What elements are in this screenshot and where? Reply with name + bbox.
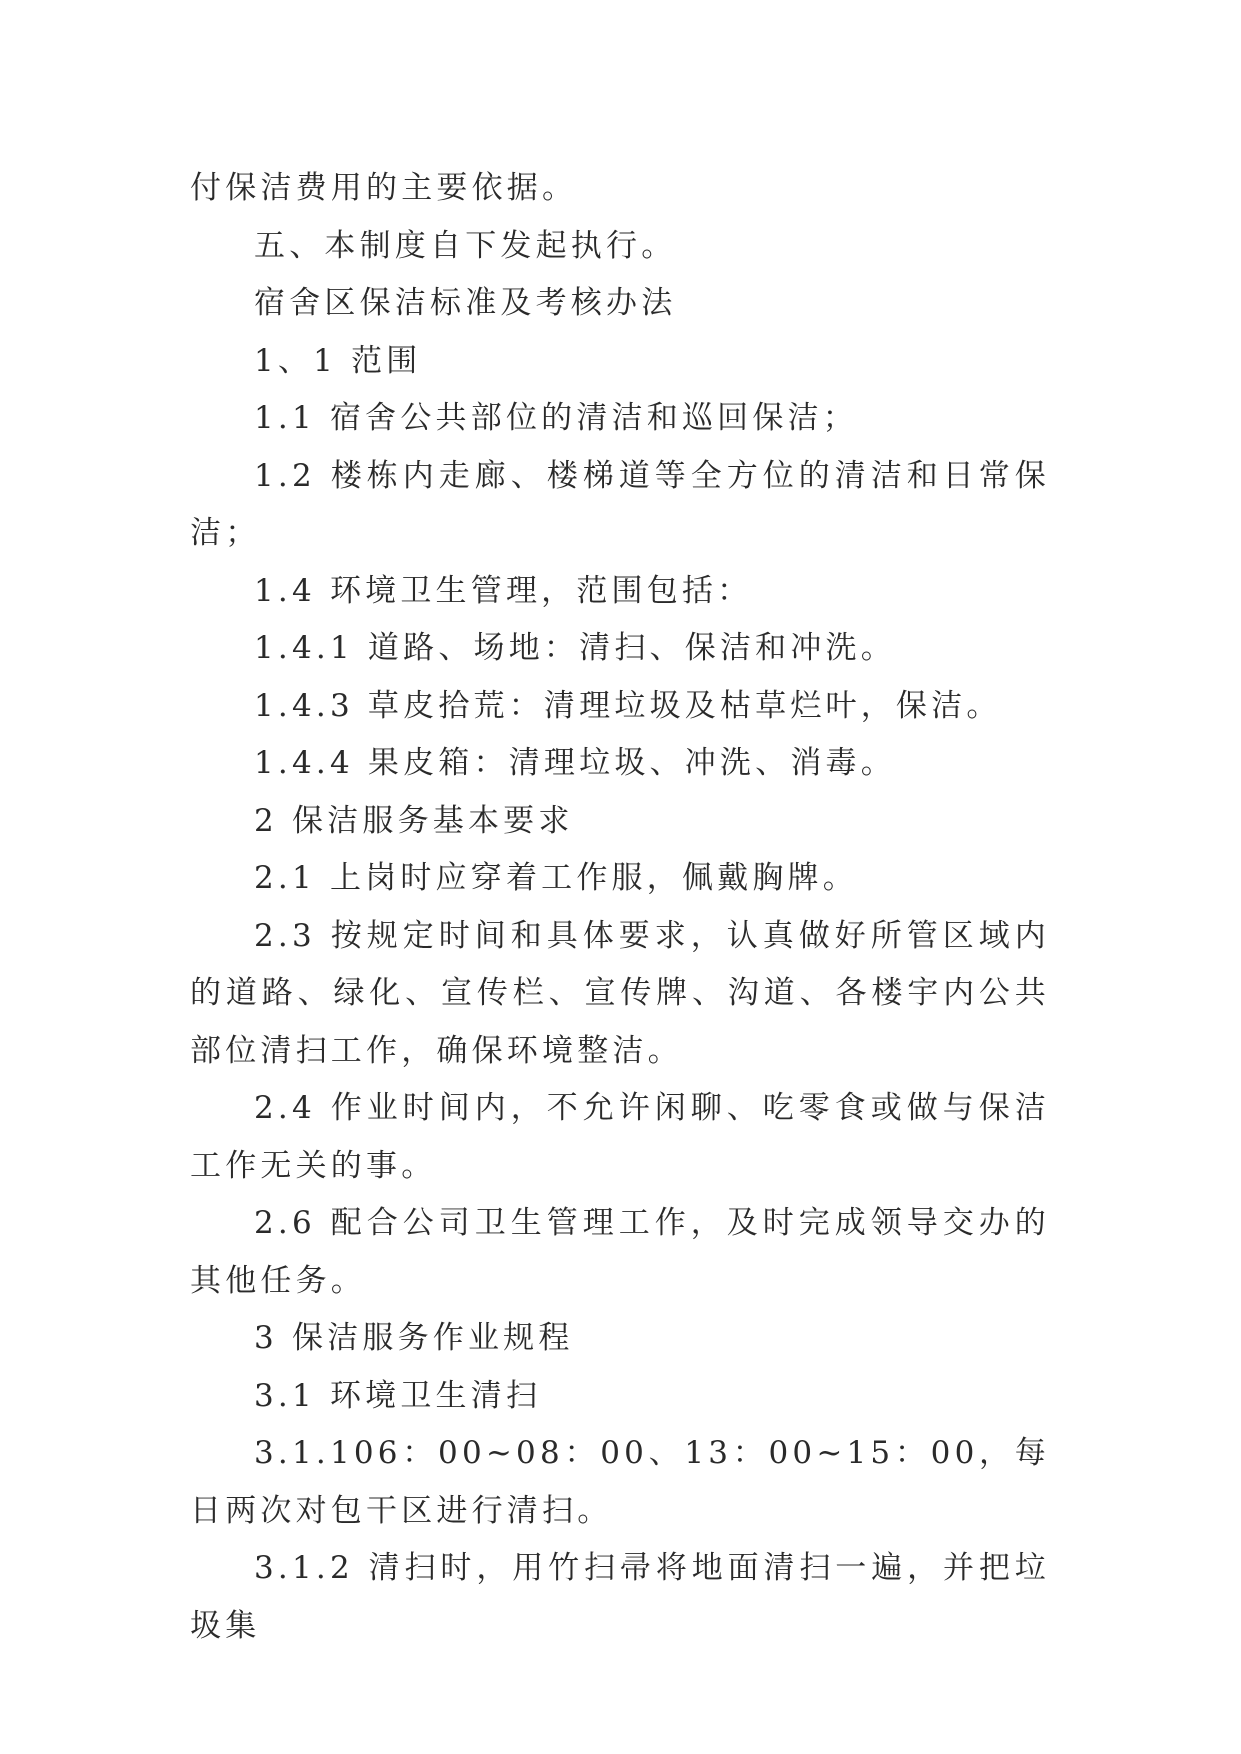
clause-2-4: 2.4 作业时间内，不允许闲聊、吃零食或做与保洁工作无关的事。 bbox=[190, 1090, 1050, 1184]
clause-3-1-1: 3.1.106：00~08：00、13：00~15：00，每日两次对包干区进行清扫。 bbox=[190, 1435, 1050, 1529]
heading-scope: 1、1 范围 bbox=[254, 342, 422, 379]
clause-1-4-4: 1.4.4 果皮箱：清理垃圾、冲洗、消毒。 bbox=[254, 745, 896, 781]
clause-1-4: 1.4 环境卫生管理，范围包括： bbox=[254, 572, 753, 609]
heading-procedures: 3 保洁服务作业规程 bbox=[254, 1320, 574, 1356]
paragraph-article-five: 五、本制度自下发起执行。 bbox=[254, 227, 677, 264]
paragraph-continuation: 付保洁费用的主要依据。 bbox=[190, 170, 578, 206]
clause-3-1-2: 3.1.2 清扫时，用竹扫帚将地面清扫一遍，并把垃圾集 bbox=[190, 1550, 1050, 1644]
clause-1-4-1: 1.4.1 道路、场地：清扫、保洁和冲洗。 bbox=[254, 630, 896, 666]
clause-2-6: 2.6 配合公司卫生管理工作，及时完成领导交办的其他任务。 bbox=[190, 1205, 1050, 1299]
clause-2-3: 2.3 按规定时间和具体要求，认真做好所管区域内的道路、绿化、宣传栏、宣传牌、沟道、各楼宇内公共部位清扫工作，确保环境整洁。 bbox=[190, 917, 1050, 1069]
heading-basic-requirements: 2 保洁服务基本要求 bbox=[254, 802, 574, 839]
clause-2-1: 2.1 上岗时应穿着工作服，佩戴胸牌。 bbox=[254, 860, 858, 896]
section-title: 宿舍区保洁标准及考核办法 bbox=[254, 285, 677, 321]
clause-3-1: 3.1 环境卫生清扫 bbox=[254, 1377, 542, 1414]
clause-1-1: 1.1 宿舍公共部位的清洁和巡回保洁； bbox=[254, 400, 858, 436]
clause-1-2: 1.2 楼栋内走廊、楼梯道等全方位的清洁和日常保洁； bbox=[190, 457, 1050, 551]
clause-1-4-3: 1.4.3 草皮拾荒：清理垃圾及枯草烂叶，保洁。 bbox=[254, 687, 1002, 724]
document-body bbox=[190, 160, 1050, 1655]
